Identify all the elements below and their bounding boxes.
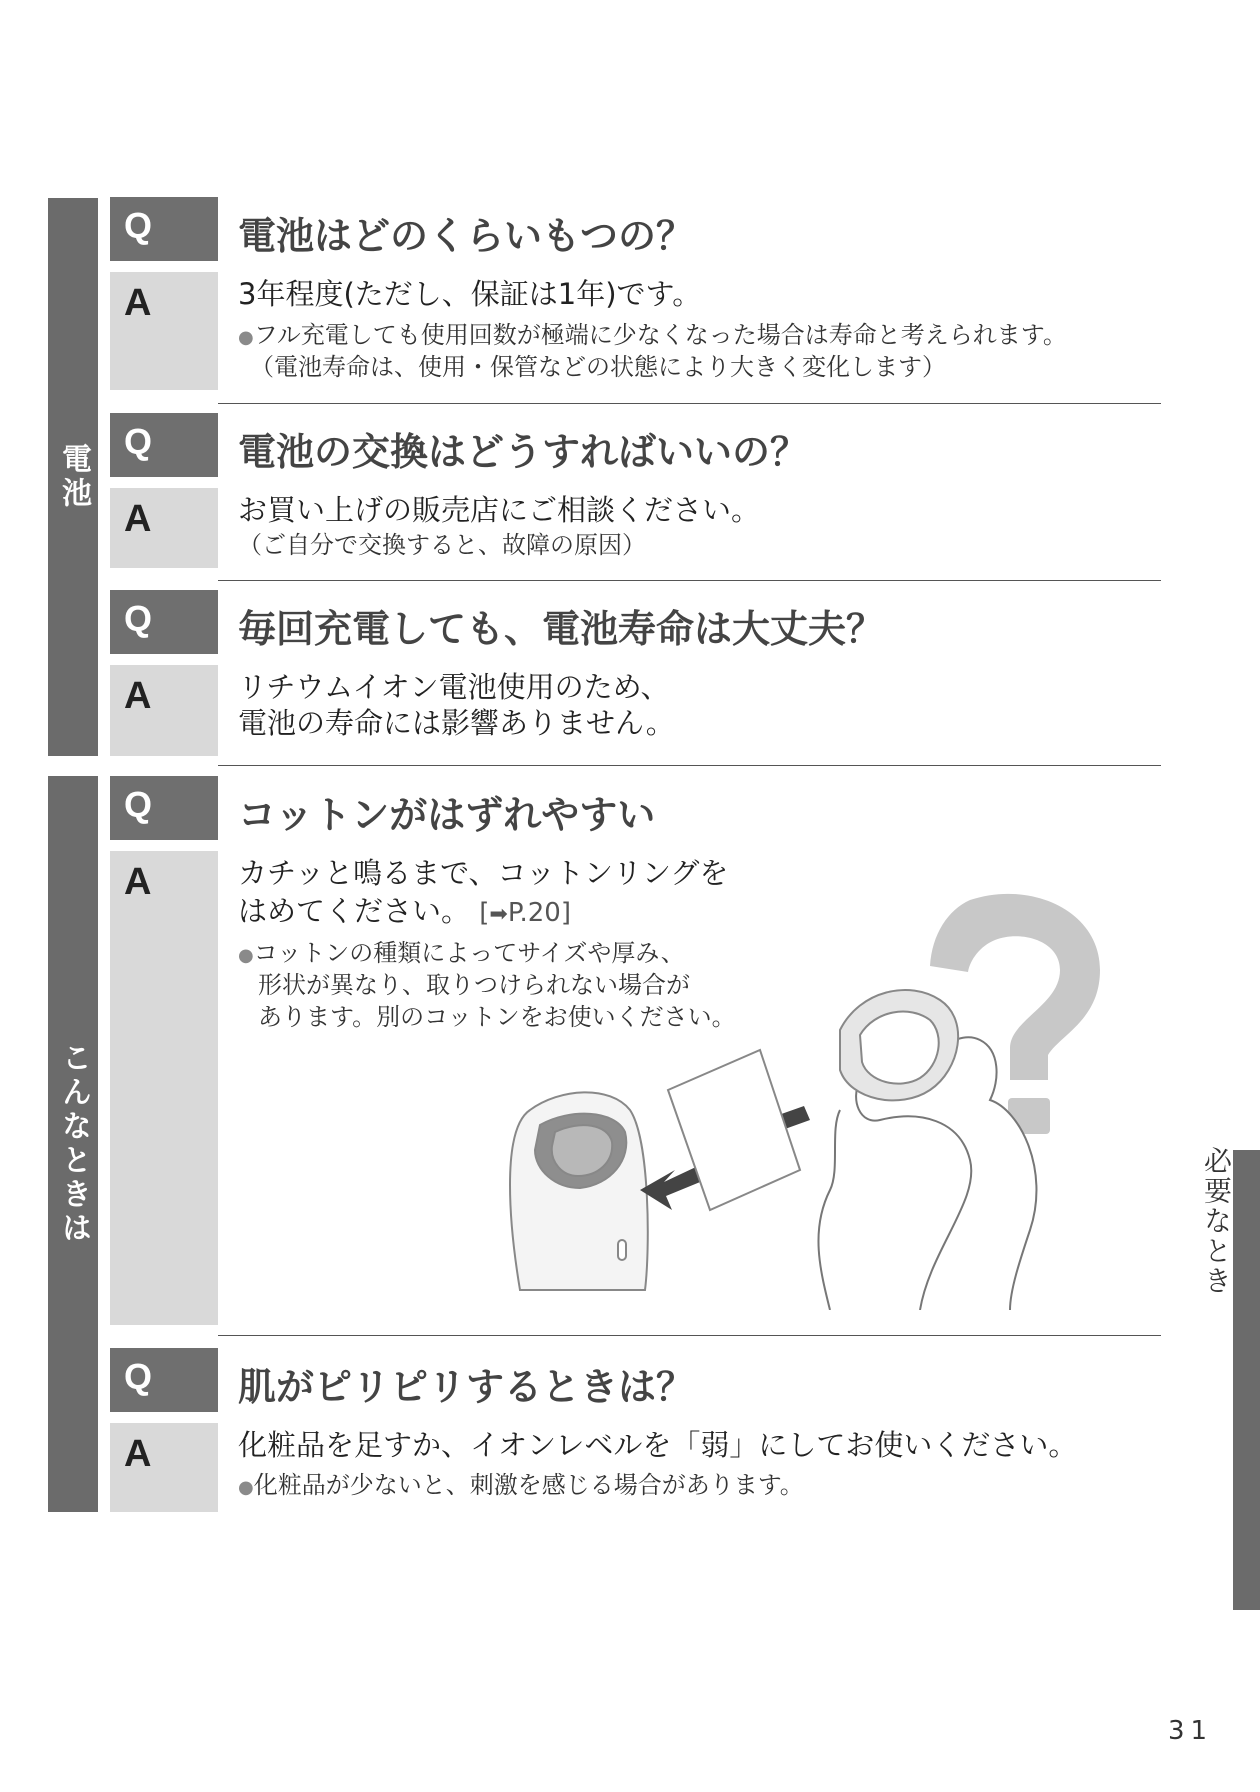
question-text: 肌がピリピリするときは？ [238, 1365, 695, 1409]
divider [218, 580, 1161, 581]
question-marker: Q [110, 776, 218, 840]
question-text: 電池の交換はどうすればいいの？ [238, 430, 809, 474]
answer-marker: A [110, 488, 218, 568]
cotton-ring-illustration [500, 870, 1120, 1310]
divider [218, 403, 1161, 404]
question-marker: Q [110, 413, 218, 477]
arrow-right-icon: ➡ [489, 902, 508, 927]
section-tab-such-times [48, 776, 98, 1512]
note-text [238, 320, 1067, 353]
note-line: 化粧品が少ないと、刺激を感じる場合があります。 [253, 1471, 804, 1499]
answer-line: はめてください。 [238, 894, 471, 928]
question-text: 毎回充電しても、電池寿命は大丈夫？ [238, 607, 885, 651]
answer-marker: A [110, 1423, 218, 1512]
section-tab-battery [48, 198, 98, 756]
chapter-label: 必要なとき [1200, 1146, 1233, 1296]
note-text: （ご自分で交換すると、故障の原因） [238, 531, 646, 559]
question-marker: Q [110, 197, 218, 261]
question-text: コットンがはずれやすい [238, 793, 656, 837]
device-icon [510, 1092, 648, 1290]
section-label-such-times: こんなときは [56, 1042, 91, 1246]
question-marker: Q [110, 590, 218, 654]
section-label-battery: 電池 [56, 443, 91, 511]
chapter-tab [1233, 1150, 1260, 1610]
note-line: フル充電しても使用回数が極端に少なくなった場合は寿命と考えられます。 [253, 321, 1067, 349]
bullet-icon: ● [238, 1477, 254, 1498]
answer-marker: A [110, 851, 218, 1325]
answer-text: 3年程度(ただし、保証は1年)です。 [238, 277, 702, 311]
page-number: 31 [1168, 1716, 1214, 1746]
answer-marker: A [110, 665, 218, 756]
answer-marker: A [110, 272, 218, 390]
note-text: （電池寿命は、使用・保管などの状態により大きく変化します） [250, 353, 946, 381]
note-text: 形状が異なり、取りつけられない場合が [258, 971, 690, 999]
answer-text: お買い上げの販売店にご相談ください。 [238, 493, 761, 527]
question-marker: Q [110, 1348, 218, 1412]
note-text: あります。別のコットンをお使いください。 [258, 1003, 736, 1031]
page-reference: [➡P.20] [479, 898, 571, 928]
answer-text: 化粧品を足すか、イオンレベルを「弱」にしてお使いください。 [238, 1428, 1078, 1462]
answer-text: リチウムイオン電池使用のため、 [238, 670, 670, 704]
answer-text: 電池の寿命には影響ありません。 [238, 706, 675, 740]
answer-text: カチッと鳴るまで、コットンリングを [238, 856, 729, 890]
note-text [238, 1470, 804, 1503]
question-text: 電池はどのくらいもつの？ [238, 214, 695, 258]
note-line: コットンの種類によってサイズや厚み、 [253, 939, 685, 967]
bullet-icon: ● [238, 945, 254, 966]
divider [218, 765, 1161, 766]
divider [218, 1335, 1161, 1336]
bullet-icon: ● [238, 327, 254, 348]
page-reference-label: P.20 [507, 898, 561, 928]
